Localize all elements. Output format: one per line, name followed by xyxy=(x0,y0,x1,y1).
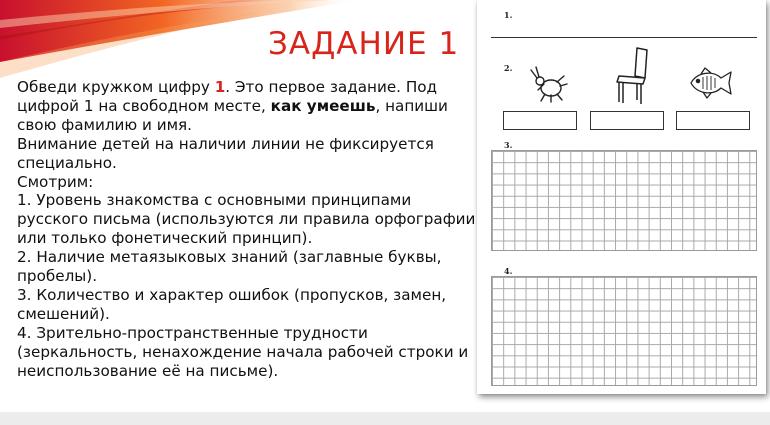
grid-task-3 xyxy=(491,150,757,251)
worksheet-image xyxy=(477,0,766,394)
body-paragraph xyxy=(17,248,477,286)
chair-icon xyxy=(613,46,655,106)
beetle-icon xyxy=(527,64,571,104)
text-run: Обведи кружком цифру xyxy=(17,78,215,96)
text-run: 4. Зрительно-пространственные трудности (зеркальность, ненахождение начала рабочей строки и неиспользование её на письме). xyxy=(17,323,469,380)
text-run: Смотрим: xyxy=(17,172,94,191)
text-run: 3. Количество и характер ошибок (пропусков, замен, смешений). xyxy=(17,285,447,323)
body-paragraph xyxy=(17,135,477,173)
body-paragraph xyxy=(17,191,477,248)
body-paragraph xyxy=(17,286,477,324)
answer-box-3 xyxy=(676,111,750,130)
text-run: . Это первое задание. Под цифрой 1 на свободном месте, xyxy=(17,78,438,115)
bold-text-run: как умеешь xyxy=(270,96,376,115)
highlighted-number: 1 xyxy=(214,78,226,96)
text-run: , напиши свою фамилию и имя. xyxy=(17,96,448,134)
slide-title: ЗАДАНИЕ 1 xyxy=(268,26,460,62)
task-number-3: 3. xyxy=(504,140,513,150)
name-writing-line xyxy=(491,37,757,38)
text-run: 2. Наличие метаязыковых знаний (заглавные буквы, пробелы). xyxy=(17,248,442,286)
text-run: Внимание детей на наличии линии не фиксируется специально. xyxy=(17,134,434,172)
fish-icon xyxy=(687,66,735,100)
task-number-2: 2. xyxy=(504,63,513,73)
text-run: 1. Уровень знакомства с основными принципами русского письма (используются ли правила орфографии или только фонетический принцип). xyxy=(17,191,476,248)
body-paragraph xyxy=(17,78,477,135)
grid-task-4 xyxy=(491,276,757,386)
task-number-1: 1. xyxy=(504,10,513,20)
body-paragraph xyxy=(17,324,477,381)
answer-box-1 xyxy=(503,111,577,130)
slide-footer-bar xyxy=(0,412,770,425)
slide-body-text xyxy=(17,78,477,381)
answer-box-2 xyxy=(590,111,664,130)
task-number-4: 4. xyxy=(504,266,513,276)
body-paragraph xyxy=(17,173,477,192)
